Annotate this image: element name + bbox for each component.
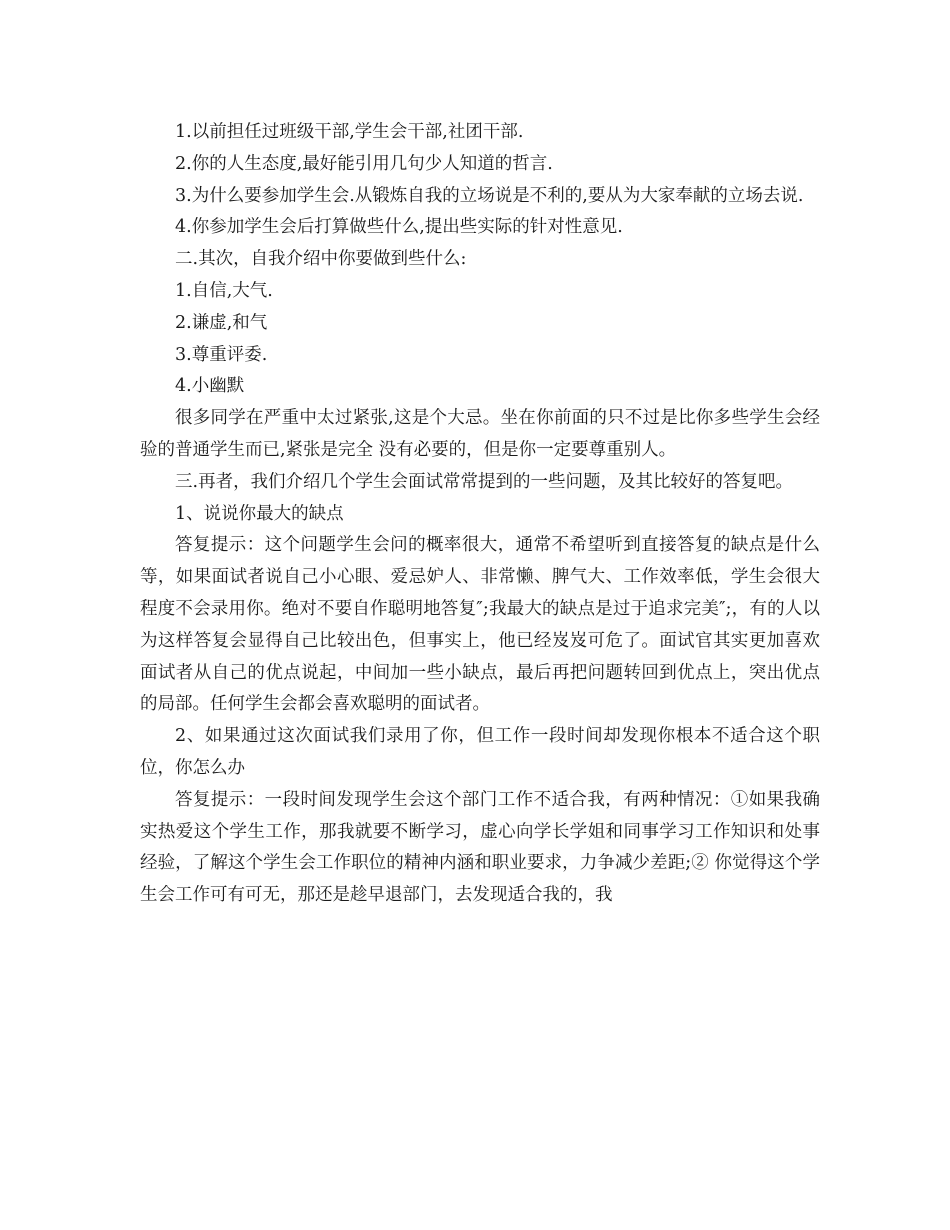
answer-2: 答复提示：一段时间发现学生会这个部门工作不适合我，有两种情况：①如果我确实热爱这个学生工作，那我就要不断学习，虚心向学长学姐和同事学习工作知识和处事经验，了解这个学生会工作职位的精神内涵和职业要求，力争减少差距;② 你觉得这个学生会工作可有可无，那还是趁早退部门，去发现适合我的，我 [140, 789, 820, 906]
answer-1: 答复提示：这个问题学生会问的概率很大，通常不希望听到直接答复的缺点是什么等，如果面试者说自己小心眼、爱忌妒人、非常懒、脾气大、工作效率低，学生会很大程度不会录用你。绝对不要自作聪明地答复″;我最大的缺点是过于追求完美″;，有的人以为这样答复会显得自己比较出色，但事实上，他已经岌岌可危了。面试官其实更加喜欢面试者从自己的优点说起，中间加一些小缺点，最后再把问题转回到优点上，突出优点的局部。任何学生会都会喜欢聪明的面试者。 [140, 535, 820, 715]
document-body [140, 117, 820, 912]
question-1: 1、说说你最大的缺点 [175, 503, 344, 524]
paragraph-4: 4.你参加学生会后打算做些什么,提出些实际的针对性意见. [175, 217, 623, 238]
section-heading-2: 二.其次，自我介绍中你要做到些什么: [175, 249, 467, 270]
paragraph-1: 1.以前担任过班级干部,学生会干部,社团干部. [175, 122, 524, 142]
paragraph-3: 3.为什么要参加学生会.从锻炼自我的立场说是不利的,要从为大家奉献的立场去说. [175, 185, 804, 206]
paragraph-9: 4.小幽默 [175, 376, 245, 397]
paragraph-7: 2.谦虚,和气 [175, 312, 268, 333]
paragraph-6: 1.自信,大气. [175, 280, 273, 301]
paragraph-10: 很多同学在严重中太过紧张,这是个大忌。坐在你前面的只不过是比你多些学生会经验的普通学生而已,紧张是完全 没有必要的，但是你一定要尊重别人。 [140, 408, 820, 460]
paragraph-2: 2.你的人生态度,最好能引用几句少人知道的哲言. [175, 153, 553, 174]
question-2: 2、如果通过这次面试我们录用了你，但工作一段时间却发现你根本不适合这个职位，你怎么办 [140, 726, 820, 778]
paragraph-8: 3.尊重评委. [175, 344, 268, 365]
section-heading-3: 三.再者，我们介绍几个学生会面试常常提到的一些问题，及其比较好的答复吧。 [175, 471, 794, 492]
